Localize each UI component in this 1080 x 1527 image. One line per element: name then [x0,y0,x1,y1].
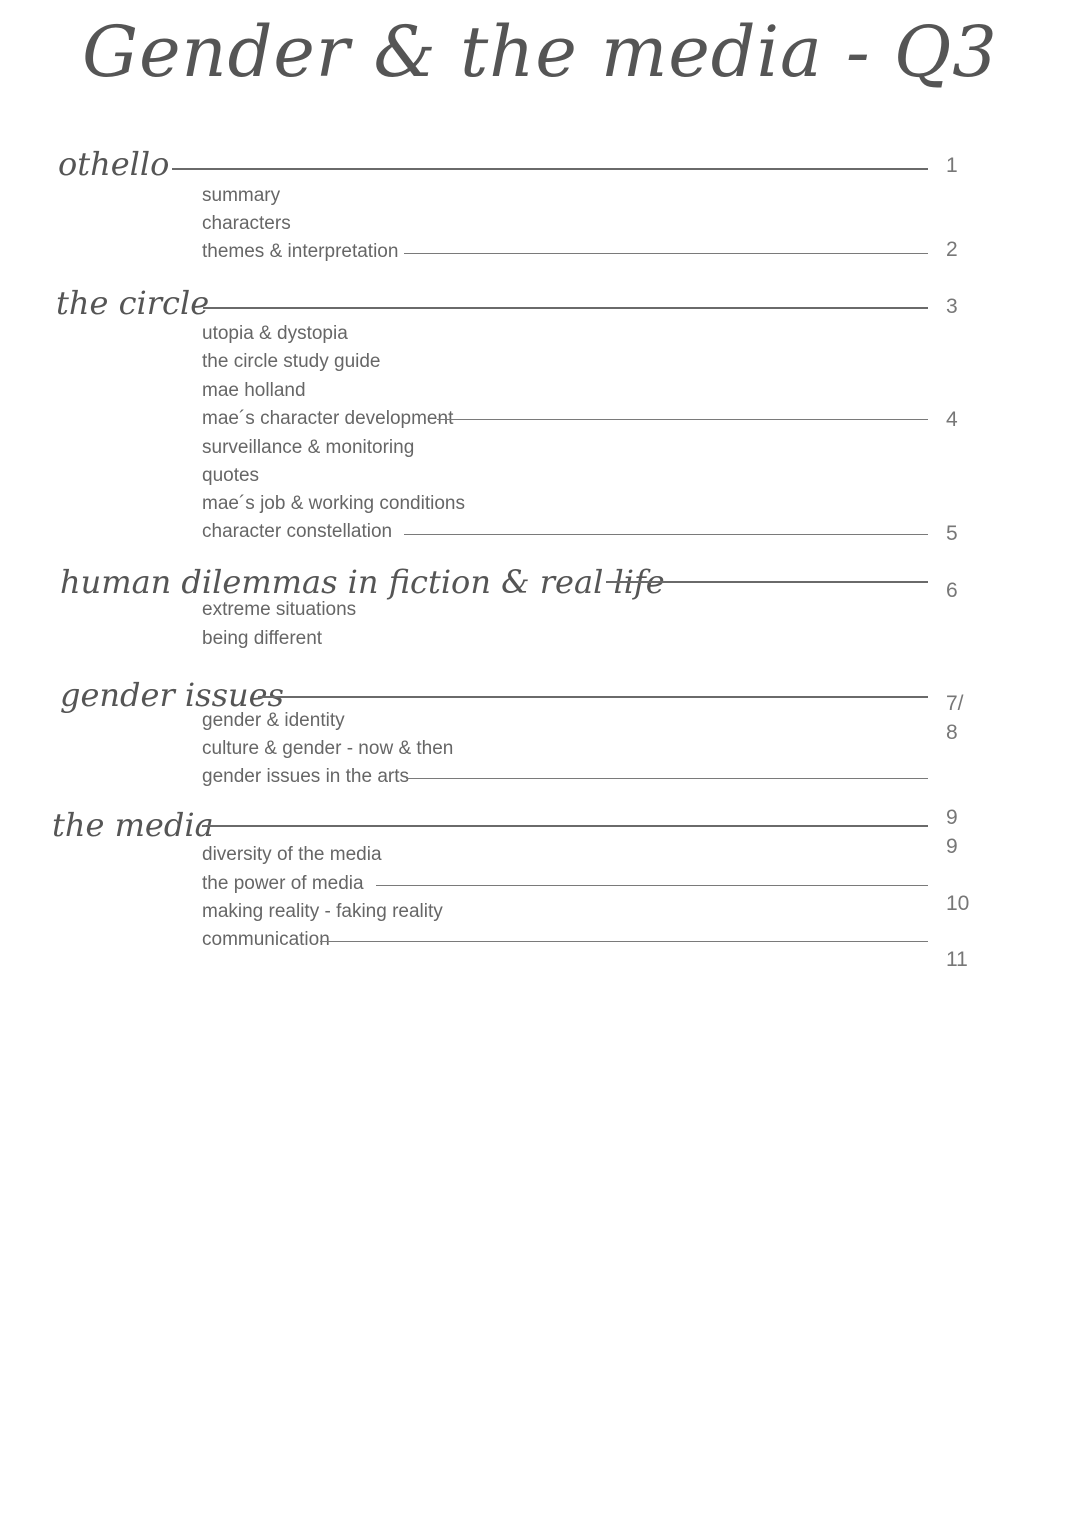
page-number: 10 [946,892,970,915]
leader-line [437,419,928,420]
page-number: 2 [946,238,958,261]
toc-item: culture & gender - now & then [202,738,454,759]
toc-item: mae´s character development [202,408,454,429]
leader-line [202,825,928,827]
section-heading-the-circle: the circle [56,284,210,322]
leader-line [406,778,928,779]
toc-item: characters [202,213,291,234]
page-number: 4 [946,408,958,431]
toc-item: mae holland [202,380,306,401]
toc-item: the circle study guide [202,351,381,372]
toc-item: communication [202,929,330,950]
toc-item: extreme situations [202,599,357,620]
toc-item: utopia & dystopia [202,323,348,344]
page-number: 5 [946,522,958,545]
toc-item: surveillance & monitoring [202,437,415,458]
leader-line [606,581,928,583]
section-heading-the-media: the media [52,806,214,844]
leader-line [376,885,928,886]
leader-line [404,253,928,254]
leader-line [172,168,928,170]
toc-item: summary [202,185,281,206]
toc-item: character constellation [202,521,393,542]
toc-item: the power of media [202,873,364,894]
page-number: 11 [946,948,968,971]
page-number: 6 [946,579,958,602]
leader-line [203,307,928,309]
page-number: 7/ [946,692,964,715]
toc-item: quotes [202,465,260,486]
leader-line [320,941,928,942]
toc-item: being different [202,628,323,649]
toc-item: gender & identity [202,710,345,731]
section-heading-othello: othello [58,145,170,183]
toc-item: diversity of the media [202,844,382,865]
section-heading-gender-issues: gender issues [60,676,284,714]
page-number: 9 [946,835,958,858]
page-number: 9 [946,806,958,829]
leader-line [258,696,928,698]
toc-item: themes & interpretation [202,241,399,262]
page-number: 1 [946,154,958,177]
page-number: 8 [946,721,958,744]
toc-item: making reality - faking reality [202,901,443,922]
page-number: 3 [946,295,958,318]
toc-item: gender issues in the arts [202,766,410,787]
page-title: Gender & the media - Q3 [82,11,998,93]
toc-item: mae´s job & working conditions [202,493,465,514]
leader-line [404,534,928,535]
section-heading-human-dilemmas: human dilemmas in fiction & real life [60,563,665,601]
